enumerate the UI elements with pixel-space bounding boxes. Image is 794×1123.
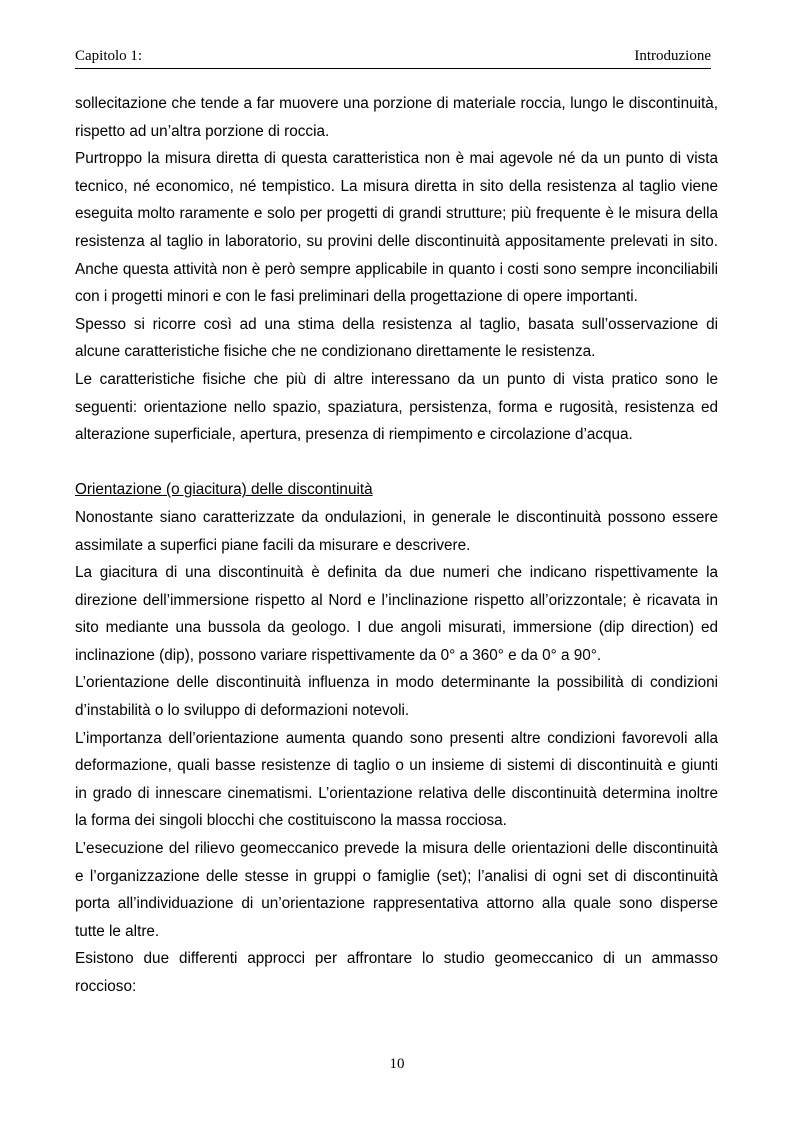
header-section: Introduzione [634, 48, 711, 64]
header-chapter: Capitolo 1: [75, 48, 143, 64]
paragraph: sollecitazione che tende a far muovere una porzione di materiale roccia, lungo le discontinuità, rispetto ad un’altra porzione di roccia. [75, 95, 718, 140]
paragraph: Nonostante siano caratterizzate da ondulazioni, in generale le discontinuità possono essere assimilate a superfici piane facili da misurare e descrivere. [75, 508, 718, 554]
paragraph-spacer [75, 449, 718, 477]
page-number: 10 [389, 1056, 405, 1072]
page-body [75, 90, 718, 1001]
paragraph: L’importanza dell’orientazione aumenta quando sono presenti altre condizioni favorevoli alla deformazione, quali basse resistenze di taglio o un insieme di sistemi di discontinuità e giunti in grado di innescare cinematismi. L’orientazione relativa delle discontinuità determina inoltre la forma dei singoli blocchi che costituiscono la massa rocciosa. [75, 729, 718, 830]
paragraph: L’orientazione delle discontinuità influenza in modo determinante la possibilità di condizioni d’instabilità o lo sviluppo di deformazioni notevoli. [75, 674, 718, 720]
page-header [75, 48, 711, 69]
section-title: Orientazione (o giacitura) delle discontinuità [75, 481, 373, 499]
paragraph: Spesso si ricorre così ad una stima della resistenza al taglio, basata sull’osservazione di alcune caratteristiche fisiche che ne condizionano direttamente le resistenza. [75, 315, 718, 361]
paragraph: L’esecuzione del rilievo geomeccanico prevede la misura delle orientazioni delle discontinuità e l’organizzazione delle stesse in gruppi o famiglie (set); l’analisi di ogni set di discontinuità porta all’individuazione di un’orientazione rappresentativa attorno alla quale sono disperse tutte le altre. [75, 840, 718, 940]
paragraph: Purtroppo la misura diretta di questa caratteristica non è mai agevole né da un punto di vista tecnico, né economico, né tempistico. La misura diretta in sito della resistenza al taglio viene eseguita molto raramente e solo per progetti di grandi strutture; più frequente è le misura della resistenza al taglio in laboratorio, su provini delle discontinuità appositamente prelevati in sito. Anche questa attività non è però sempre applicabile in quanto i costi sono sempre inconciliabili con i progetti minori e con le fasi preliminari della progettazione di opere importanti. [75, 150, 718, 306]
paragraph: Esistono due differenti approcci per affrontare lo studio geomeccanico di un ammasso roccioso: [75, 950, 718, 995]
paragraph: La giacitura di una discontinuità è definita da due numeri che indicano rispettivamente la direzione dell’immersione rispetto al Nord e l’inclinazione rispetto all’orizzontale; è ricavata in sito mediante una bussola da geologo. I due angoli misurati, immersione (dip direction) ed inclinazione (dip), possono variare rispettivamente da 0° a 360° e da 0° a 90°. [75, 564, 718, 664]
paragraph: Le caratteristiche fisiche che più di altre interessano da un punto di vista pratico sono le seguenti: orientazione nello spazio, spaziatura, persistenza, forma e rugosità, resistenza ed alterazione superficiale, apertura, presenza di riempimento e circolazione d’acqua. [75, 370, 718, 444]
